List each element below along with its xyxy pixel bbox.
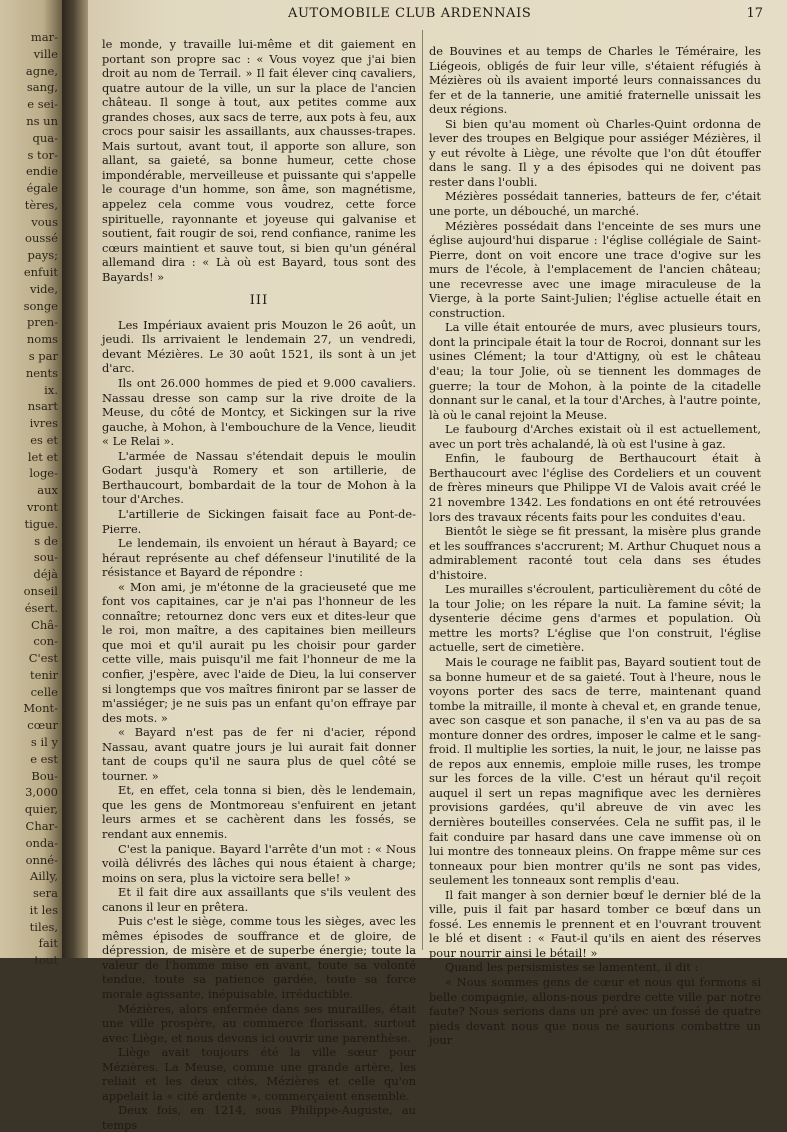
previous-page-fragment: enfuit: [23, 265, 58, 279]
paragraph: de Bouvines et au temps de Charles le Téméraire, les Liégeois, obligés de fuir leur ville, s'étaient réfugiés à Mézières où ils avaient importé leurs connaissances du fer et de la tannerie, une amitié fraternelle unissait les deux régions.: [429, 44, 761, 117]
previous-page-fragment: pren-: [27, 315, 58, 330]
previous-page-fragment: sou-: [33, 550, 58, 565]
previous-page-fragment: it les: [29, 902, 58, 917]
previous-page-fragment: con-: [33, 634, 58, 649]
previous-page-fragment: sera: [32, 886, 58, 901]
paragraph: le monde, y travaille lui-même et dit gaiement en portant son propre sac : « Vous voyez que j'ai bien droit au nom de Terrail. » Il fait élever cinq cavaliers, quatre autour de la ville, un sur la place de l'ancien château. Il songe à tout, aux petites comme aux grandes choses, aux sacs de terre, aux pots à feu, aux crocs pour saisir les assaillants, aux chausses-trapes. Mais surtout, avant tout, il apporte son allure, son allant, sa gaieté, sa bonne humeur, cette chose impondérable, merveilleuse et puissante qui s'appelle le courage d'un homme, son âme, son magnétisme, appelez cela comme vous voudrez, cette force spirituelle, rayonnante et joyeuse qui galvanise et soutient, fait rougir de soi, rend confiance, ranime les cœurs maintient et sauve tout, si bien qu'un général allemand dira : « Là où est Bayard, tous sont des Bayards! »: [102, 37, 416, 284]
paragraph: Ils ont 26.000 hommes de pied et 9.000 cavaliers. Nassau dresse son camp sur la rive droite de la Meuse, du côté de Montcy, et Sickingen sur la rive gauche, à Mohon, à l'embouchure de la Vence, lieudit « Le Relai ».: [102, 376, 416, 449]
paragraph: « Mon ami, je m'étonne de la gracieuseté que me font vos capitaines, car je n'ai pas l'honneur de les connaître; retournez donc vers eux et dites-leur que le roi, mon maître, a des capitaines bien meilleurs que moi et qu'il aurait pu les choisir pour garder cette ville, mais puisqu'il me fait l'honneur de me la confier, j'espère, avec l'aide de Dieu, la lui conserver si longtemps que vos maîtres finiront par se lasser de m'assiéger; je ne suis pas un enfant qu'on effraye par des mots. »: [102, 579, 416, 725]
previous-page-fragment: e est: [30, 751, 58, 766]
page-number: 17: [746, 6, 763, 21]
previous-page-fragment: vront: [27, 500, 58, 514]
section-heading: III: [249, 293, 269, 309]
previous-page-fragment: Char-: [25, 818, 58, 833]
previous-page-fragment: ésert.: [24, 600, 58, 615]
paragraph: Et, en effet, cela tonna si bien, dès le lendemain, que les gens de Montmoreau s'enfuirent en jetant leurs armes et se cachèrent dans les fossés, se rendant aux ennemis.: [102, 783, 416, 841]
previous-page-fragment: Châ-: [31, 617, 58, 632]
previous-page-fragment: e sei-: [27, 97, 58, 112]
previous-page-fragment: cœur: [27, 718, 58, 733]
paragraph: Deux fois, en 1214, sous Philippe-Auguste, au temps: [102, 1103, 416, 1132]
paragraph: Si bien qu'au moment où Charles-Quint ordonna de lever des troupes en Belgique pour assiéger Mézières, il y eut révolte à Liège, une révolte que l'on dût étouffer dans le sang. Il y a des épisodes qui ne doivent pas rester dans l'oubli.: [429, 116, 761, 189]
previous-page-fragment: C'est: [28, 651, 58, 666]
paragraph: « Nous sommes gens de cœur et nous qui formons si belle compagnie, allons-nous perdre cette ville par notre faute? Nous serions dans un pré avec un fossé de quatre pieds devant nous que nous ne saurions combattre un jour: [429, 975, 761, 1048]
paragraph: « Bayard n'est pas de fer ni d'acier, répond Nassau, avant quatre jours je lui aurait fait donner tant de coups qu'il ne saura plus de quel côté se tourner. »: [102, 725, 416, 783]
paragraph: Mézières possédait dans l'enceinte de ses murs une église aujourd'hui disparue : l'église collégiale de Saint-Pierre, dont on voit encore une trace d'ogive sur les murs de l'école, à l'emplacement de l'ancien château; une recevresse avec une image miraculeuse de la Vierge, à la porte Saint-Julien; l'église actuelle était en construction.: [429, 218, 761, 320]
paragraph: Mais le courage ne faiblit pas, Bayard soutient tout de sa bonne humeur et de sa gaieté. Tout à l'heure, nous le voyons porter des sacs de terre, maintenant quand tombe la mitraille, il monte à cheval et, en grande tenue, avec son casque et son panache, il s'en va au pas de sa monture donner des ordres, imposer le calme et le sang-froid. Il multiplie les sorties, la nuit, le jour, ne laisse pas de repos aux ennemis, emploie mille ruses, les trompe sur les forces de la ville. C'est un héraut qu'il reçoit auquel il sert un repas magnifique avec les dernières provisions gardées, qu'il abreuve de vin avec les dernières bouteilles conservées. Cela ne suffit pas, il le fait conduire par hasard dans une cave immense où on lui montre des tonneaux pleins. On frappe même sur ces tonneaux pour bien montrer qu'ils ne sont pas vides, seulement les tonneaux sont remplis d'eau.: [429, 654, 761, 888]
paragraph: C'est la panique. Bayard l'arrête d'un mot : « Nous voilà délivrés des lâches qui nous étaient à charge; moins on sera, plus la victoire sera belle! »: [102, 841, 416, 885]
previous-page-fragment: endie: [25, 164, 58, 179]
paragraph: Enfin, le faubourg de Berthaucourt était à Berthaucourt avec l'église des Cordeliers et un couvent de frères mineurs que Philippe VI de Valois avait créé le 21 novembre 1342. Les fondations en ont été retrouvées lors des travaux récents faits pour les conduites d'eau.: [429, 451, 761, 524]
paragraph: Quand les persismistes se lamentent, il dit :: [445, 960, 699, 975]
previous-page-fragment: nsart: [27, 399, 58, 414]
previous-page-fragment: s tor-: [27, 147, 58, 162]
column-divider: [422, 30, 423, 950]
paragraph: Le faubourg d'Arches existait où il est actuellement, avec un port très achalandé, là où est l'usine à gaz.: [429, 422, 761, 451]
previous-page-fragment: Mont-: [23, 701, 58, 716]
previous-page-fragment: pays;: [27, 248, 58, 263]
header-title: AUTOMOBILE CLUB ARDENNAIS: [288, 6, 532, 21]
left-column: [102, 37, 416, 1132]
paragraph: L'armée de Nassau s'étendait depuis le moulin Godart jusqu'à Romery et son artillerie, de Berthaucourt, bombardait de la tour de Mohon à la tour d'Arches.: [102, 448, 416, 507]
previous-page-fragment: oussé: [25, 231, 58, 246]
previous-page-fragment: égale: [26, 181, 58, 196]
previous-page-fragment: quier,: [24, 802, 58, 817]
previous-page-fragment: es et: [30, 432, 58, 447]
previous-page-fragment: nents: [25, 365, 58, 380]
paragraph: L'artillerie de Sickingen faisait face au Pont-de-Pierre.: [102, 506, 416, 536]
previous-page-fragment: s de: [34, 533, 58, 548]
paragraph: Mézières, alors enfermée dans ses murailles, était une ville prospère, au commerce florissant, surtout avec Liège, et nous devons ici ouvrir une parenthèse.: [102, 1001, 416, 1045]
previous-page-fragment: Ailly,: [30, 869, 58, 884]
previous-page-edge: [0, 0, 62, 968]
previous-page-fragment: tout: [34, 953, 58, 968]
previous-page-fragment: let et: [27, 449, 58, 464]
previous-page-fragment: vide,: [30, 281, 58, 296]
paragraph: Bientôt le siège se fit pressant, la misère plus grande et les souffrances s'accrurent; M. Arthur Chuquet nous a admirablement raconté tout cela dans ses études d'histoire.: [429, 524, 761, 582]
paragraph: La ville était entourée de murs, avec plusieurs tours, dont la principale était la tour de Rocroi, donnant sur les usines Clément; la tour d'Attigny, où est le château d'eau; la tour Jolie, où se tiennent les dommages de guerre; la tour de Mohon, à la pointe de la citadelle donnant sur le canal, et la tour d'Arches, à l'autre pointe, là où le canal rejoint la Meuse.: [429, 320, 761, 422]
previous-page-fragment: qua-: [32, 130, 58, 145]
running-header: [88, 5, 787, 25]
previous-page-fragment: ns un: [26, 113, 58, 128]
previous-page-fragment: onné-: [25, 852, 58, 867]
previous-page-fragment: ix.: [44, 382, 58, 397]
paragraph: Les murailles s'écroulent, particulièrement du côté de la tour Jolie; on les répare la nuit. La famine sévit; la dysenterie décime gens d'armes et population. Où mettre les morts? L'église que l'on construit, l'église actuelle, sert de cimetière.: [429, 582, 761, 655]
previous-page-fragment: songe: [23, 298, 58, 313]
book-page: [88, 0, 787, 1132]
paragraph: Mézières possédait tanneries, batteurs de fer, c'était une porte, un débouché, un marché.: [429, 189, 761, 219]
paragraph: Les Impériaux avaient pris Mouzon le 26 août, un jeudi. Ils arrivaient le lendemain 27, un vendredi, devant Mézières. Le 30 août 1521, ils sont à un jet d'arc.: [102, 317, 416, 376]
previous-page-fragment: vous: [31, 214, 58, 229]
paragraph: Liège avait toujours été la ville sœur pour Mézières. La Meuse, comme une grande artère, les reliait et les deux cités, Mézières et celle qu'on appelait la « cité ardente », commerçaient ensemble.: [102, 1045, 416, 1103]
previous-page-fragment: ville: [33, 46, 58, 61]
previous-page-fragment: tenir: [29, 667, 58, 682]
previous-page-fragment: tères,: [24, 197, 58, 212]
previous-page-fragment: ivres: [29, 416, 58, 431]
previous-page-fragment: onseil: [23, 583, 58, 598]
previous-page-fragment: agne,: [25, 63, 58, 78]
book-gutter: [62, 0, 88, 958]
previous-page-fragment: noms: [26, 332, 58, 347]
paragraph: Il fait manger à son dernier bœuf le dernier blé de la ville, puis il fait par hasard tomber ce bœuf dans un fossé. Les ennemis le prennent et en l'ouvrant trouvent le blé et disent : « Faut-il qu'ils en aient des réserves pour nourrir ainsi le bétail! »: [429, 887, 761, 960]
right-column: [429, 44, 761, 1048]
previous-page-fragment: loge-: [29, 466, 58, 481]
previous-page-fragment: s il y: [30, 735, 58, 749]
paragraph: Le lendemain, ils envoient un héraut à Bayard; ce héraut représente au chef défenseur l'inutilité de la résistance et Bayard de répondre :: [102, 536, 416, 580]
previous-page-fragment: s par: [28, 348, 58, 363]
previous-page-fragment: Bou-: [31, 768, 58, 783]
previous-page-fragment: tigue.: [24, 516, 58, 531]
paragraph: Puis c'est le siège, comme tous les sièges, avec les mêmes épisodes de souffrance et de gloire, de dépression, de misère et de superbe énergie; toute la valeur de l'homme mise en avant, toute sa volonté tendue, toute sa patience gardée, toute sa force morale agissante, inépuisable, irréductible.: [102, 914, 416, 1001]
previous-page-fragment: mar-: [30, 30, 58, 44]
previous-page-fragment: tiles,: [29, 919, 58, 934]
previous-page-fragment: aux: [37, 483, 58, 498]
previous-page-fragment: fait: [38, 936, 58, 951]
previous-page-fragment: celle: [30, 684, 58, 699]
previous-page-fragment: 3,000: [25, 785, 58, 800]
paragraph: Et il fait dire aux assaillants que s'ils veulent des canons il leur en prêtera.: [102, 885, 416, 914]
previous-page-fragment: onda-: [25, 835, 58, 850]
previous-page-fragment: sang,: [26, 80, 58, 95]
previous-page-fragment: déjà: [33, 567, 58, 582]
